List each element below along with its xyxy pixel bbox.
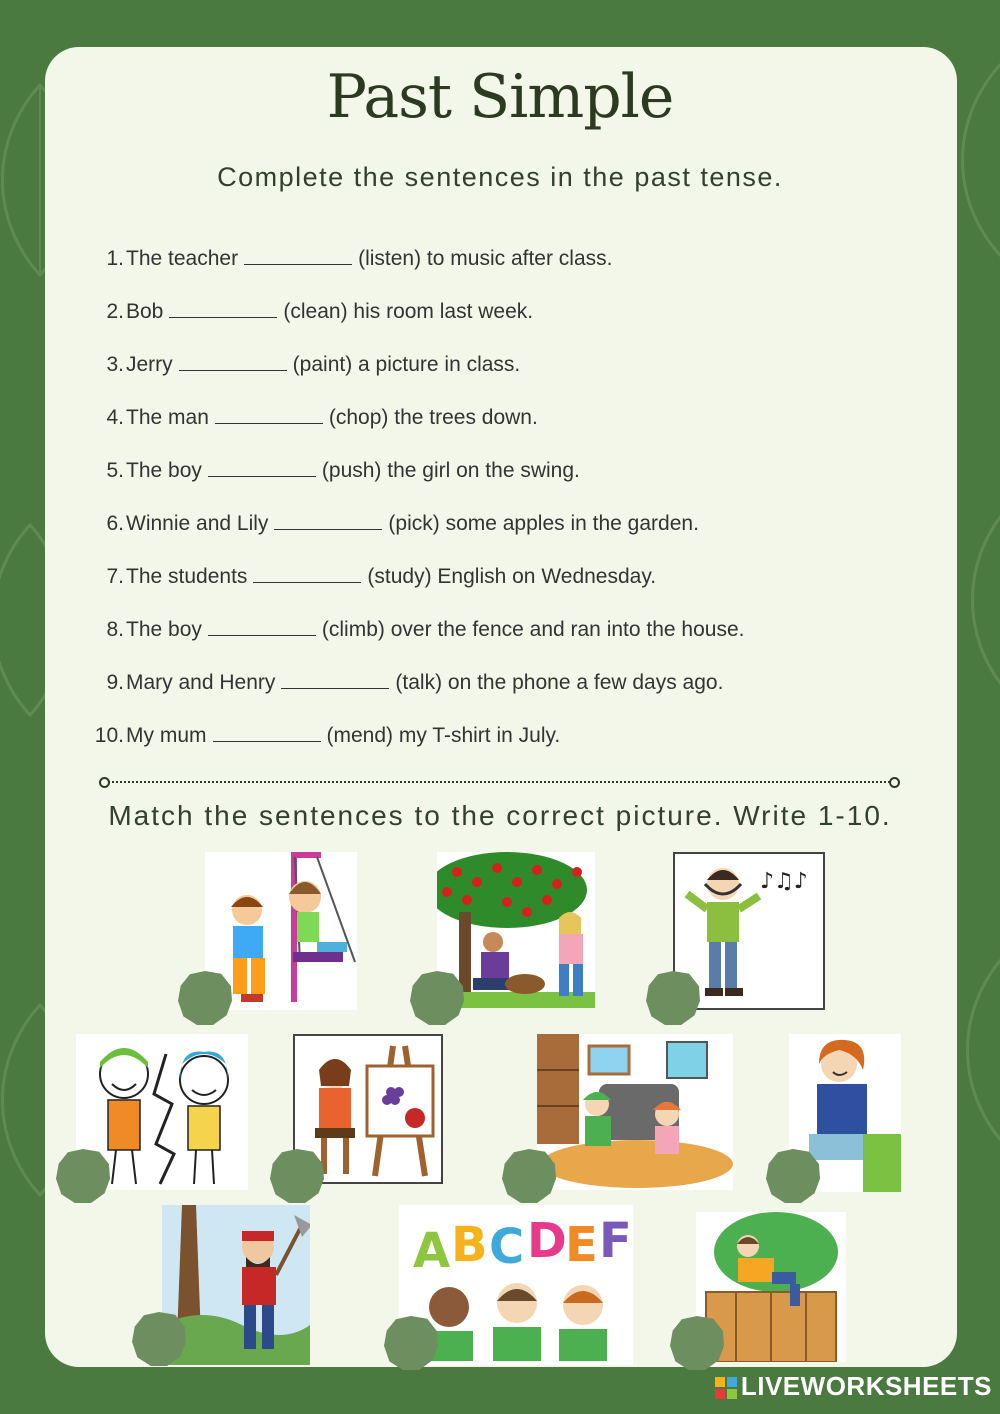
answer-badge[interactable]: [132, 1312, 186, 1366]
divider-dot: [99, 777, 110, 788]
instruction-complete: Complete the sentences in the past tense.: [217, 162, 783, 192]
answer-blank[interactable]: [208, 458, 316, 477]
question-item: 4.The man (chop) the trees down.: [106, 406, 538, 429]
answer-blank[interactable]: [244, 246, 352, 265]
svg-text:♪♫♪: ♪♫♪: [760, 869, 808, 894]
answer-blank[interactable]: [208, 617, 316, 636]
answer-badge[interactable]: [178, 971, 232, 1025]
answer-blank[interactable]: [169, 299, 277, 318]
question-item: 2.Bob (clean) his room last week.: [106, 300, 534, 323]
question-item: 5.The boy (push) the girl on the swing.: [106, 459, 580, 482]
svg-text:D: D: [527, 1213, 567, 1269]
answer-blank[interactable]: [253, 564, 361, 583]
answer-badge[interactable]: [766, 1149, 820, 1203]
question-item: 3.Jerry (paint) a picture in class.: [106, 353, 521, 376]
question-item: 10.My mum (mend) my T-shirt in July.: [94, 724, 561, 747]
svg-text:E: E: [565, 1217, 598, 1273]
answer-blank[interactable]: [281, 670, 389, 689]
answer-blank[interactable]: [215, 405, 323, 424]
logo-icon: [715, 1377, 737, 1399]
picture-room-cleaning: [537, 1034, 733, 1190]
divider-dot: [889, 777, 900, 788]
answer-badge[interactable]: [410, 971, 464, 1025]
answer-badge[interactable]: [670, 1316, 724, 1370]
section-divider: [104, 781, 894, 783]
question-item: 7.The students (study) English on Wednesday.: [106, 565, 657, 588]
answer-blank[interactable]: [213, 723, 321, 742]
svg-text:C: C: [489, 1219, 525, 1275]
answer-badge[interactable]: [646, 971, 700, 1025]
answer-badge[interactable]: [270, 1149, 324, 1203]
instruction-match: Match the sentences to the correct picture. Write 1-10.: [108, 800, 892, 831]
page-title: Past Simple: [326, 62, 674, 132]
svg-text:B: B: [451, 1217, 488, 1273]
question-item: 8.The boy (climb) over the fence and ran into the house.: [106, 618, 745, 641]
leaf-decoration: [950, 500, 1000, 700]
liveworksheets-logo: LIVEWORKSHEETS: [715, 1371, 992, 1402]
answer-badge[interactable]: [56, 1149, 110, 1203]
question-item: 6.Winnie and Lily (pick) some apples in the garden.: [106, 512, 699, 535]
answer-badge[interactable]: [384, 1316, 438, 1370]
question-item: 9.Mary and Henry (talk) on the phone a few days ago.: [106, 671, 724, 694]
answer-blank[interactable]: [179, 352, 287, 371]
answer-badge[interactable]: [502, 1149, 556, 1203]
svg-text:A: A: [413, 1223, 451, 1279]
answer-blank[interactable]: [274, 511, 382, 530]
svg-text:F: F: [599, 1213, 632, 1269]
question-item: 1.The teacher (listen) to music after class.: [106, 247, 613, 270]
